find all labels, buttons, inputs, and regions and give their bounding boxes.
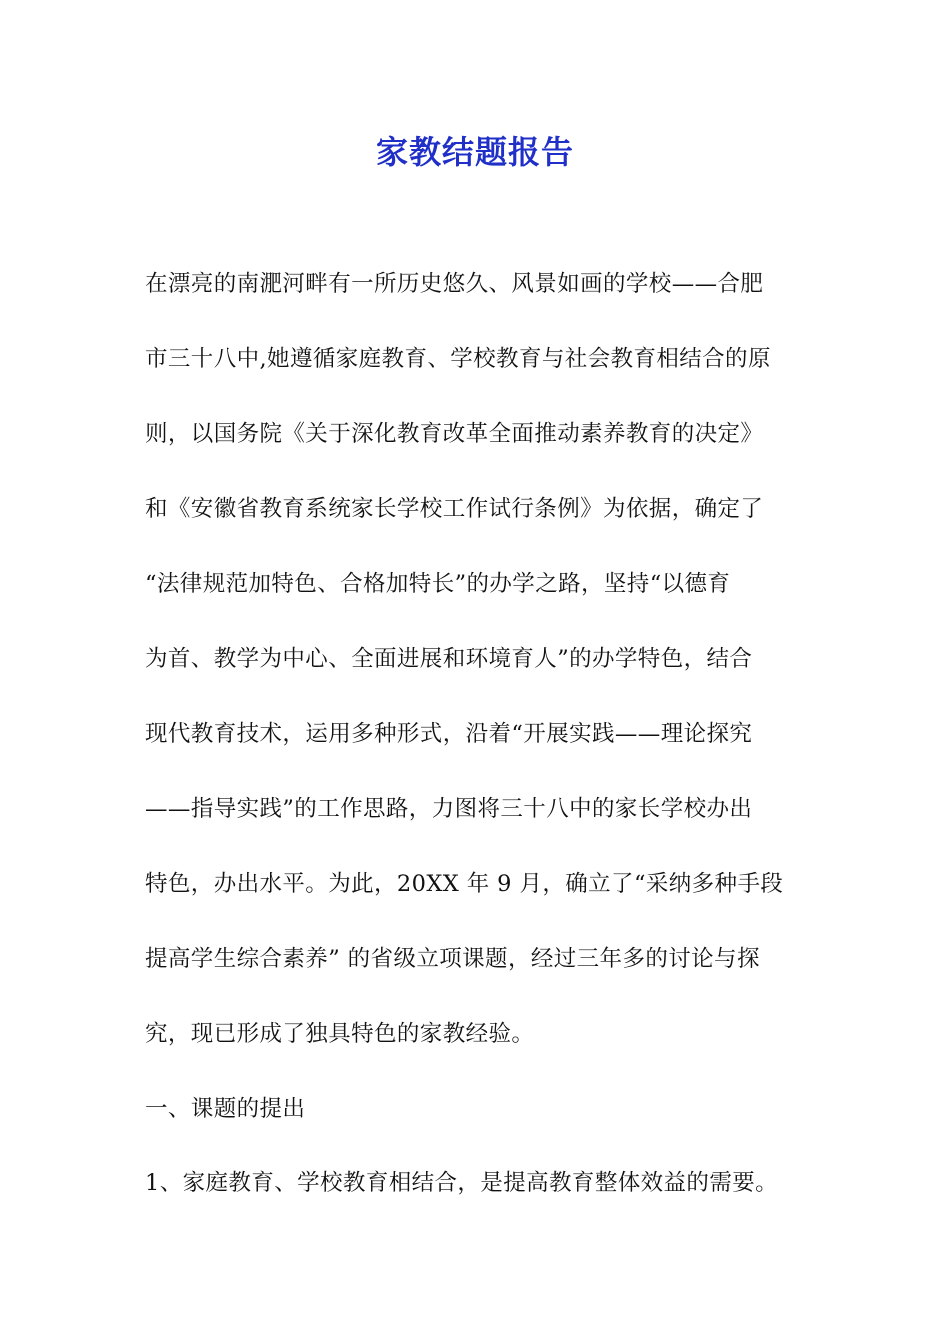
paragraph-line: 在漂亮的南淝河畔有一所历史悠久、风景如画的学校——合肥 [145,271,764,297]
subsection-heading: 1、家庭教育、学校教育相结合，是提高教育整体效益的需要。 [145,1170,779,1196]
paragraph-line: 提高学生综合素养” 的省级立项课题，经过三年多的讨论与探 [145,946,760,972]
paragraph-line: 特色，办出水平。为此，20XX 年 9 月，确立了“采纳多种手段 [145,871,784,897]
paragraph-line: 现代教育技术，运用多种形式，沿着“开展实践——理论探究 [145,721,753,747]
paragraph-line: 则，以国务院《关于深化教育改革全面推动素养教育的决定》 [145,421,764,447]
paragraph-line: 为首、教学为中心、全面进展和环境育人”的办学特色，结合 [145,646,753,672]
section-heading: 一、课题的提出 [145,1096,306,1122]
document-title: 家教结题报告 [375,133,574,171]
paragraph-line: “法律规范加特色、合格加特长”的办学之路，坚持“以德育 [145,571,731,597]
paragraph-line: 和《安徽省教育系统家长学校工作试行条例》为依据，确定了 [145,496,764,522]
paragraph-line: ——指导实践”的工作思路，力图将三十八中的家长学校办出 [145,796,753,822]
paragraph-line: 市三十八中,她遵循家庭教育、学校教育与社会教育相结合的原 [145,346,771,372]
paragraph-line: 究，现已形成了独具特色的家教经验。 [145,1021,535,1047]
